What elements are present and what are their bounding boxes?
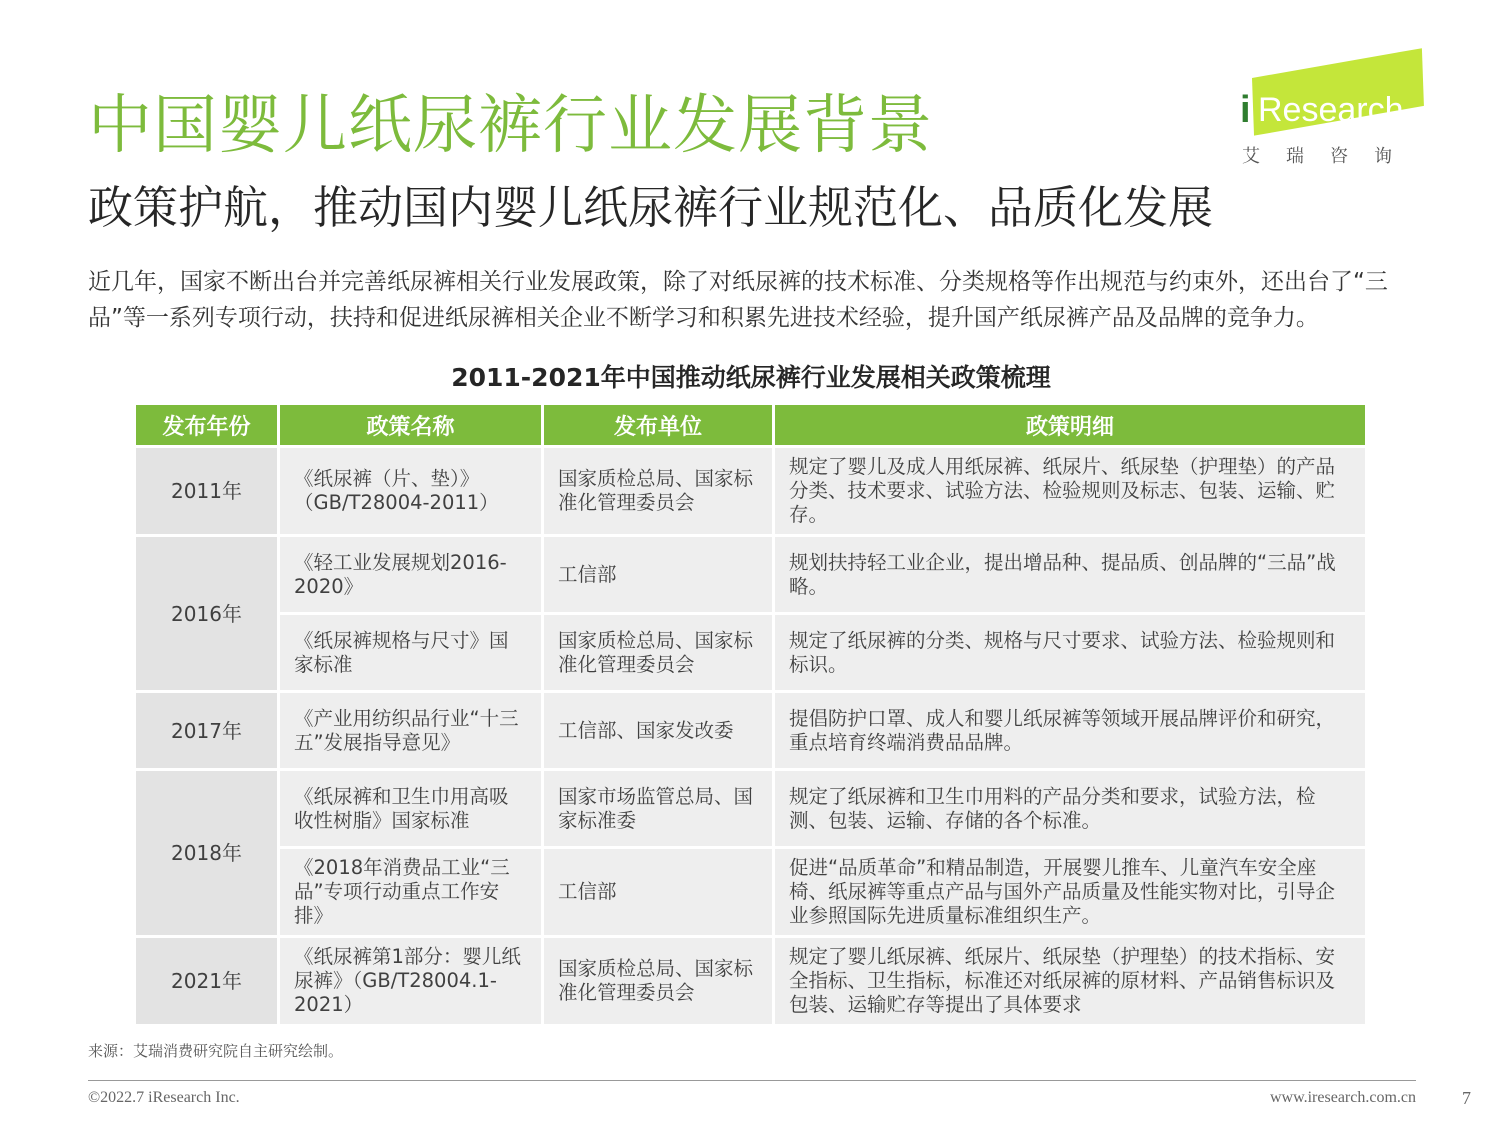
issuer-cell: 国家质检总局、国家标准化管理委员会 <box>544 615 772 690</box>
intro-paragraph: 近几年，国家不断出台并完善纸尿裤相关行业发展政策，除了对纸尿裤的技术标准、分类规格等作出规范与约束外，还出台了“三品”等一系列专项行动，扶持和促进纸尿裤相关企业不断学习和积累先进技术经验，提升国产纸尿裤产品及品牌的竞争力。 <box>88 269 1388 331</box>
year-cell: 2011年 <box>136 448 277 534</box>
page-number: 7 <box>1462 1088 1471 1108</box>
policy-name-cell: 《轻工业发展规划2016-2020》 <box>280 537 541 612</box>
page-subtitle: 政策护航，推动国内婴儿纸尿裤行业规范化、品质化发展 <box>88 181 1214 234</box>
table-row <box>136 771 1365 846</box>
year-cell: 2016年 <box>136 537 277 690</box>
header-issuer: 发布单位 <box>544 405 772 445</box>
detail-cell: 规划扶持轻工业企业，提出增品种、提品质、创品牌的“三品”战略。 <box>775 537 1365 612</box>
copyright: ©2022.7 iResearch Inc. <box>88 1089 240 1106</box>
header-policy-name: 政策名称 <box>280 405 541 445</box>
policy-name-cell: 《纸尿裤规格与尺寸》国家标准 <box>280 615 541 690</box>
issuer-cell: 国家市场监管总局、国家标准委 <box>544 771 772 846</box>
policy-table <box>133 402 1368 1027</box>
year-cell: 2017年 <box>136 693 277 768</box>
table-row <box>136 448 1365 534</box>
detail-cell: 规定了婴儿纸尿裤、纸尿片、纸尿垫（护理垫）的技术指标、安全指标、卫生指标，标准还对纸尿裤的原材料、产品销售标识及包装、运输贮存等提出了具体要求 <box>775 938 1365 1024</box>
detail-cell: 规定了纸尿裤的分类、规格与尺寸要求、试验方法、检验规则和标识。 <box>775 615 1365 690</box>
policy-name-cell: 《2018年消费品工业“三品”专项行动重点工作安排》 <box>280 849 541 935</box>
detail-cell: 提倡防护口罩、成人和婴儿纸尿裤等领域开展品牌评价和研究，重点培育终端消费品品牌。 <box>775 693 1365 768</box>
source-note: 来源：艾瑞消费研究院自主研究绘制。 <box>88 1042 344 1060</box>
issuer-cell: 工信部 <box>544 537 772 612</box>
year-cell: 2021年 <box>136 938 277 1024</box>
page-title: 中国婴儿纸尿裤行业发展背景 <box>88 89 933 163</box>
table-row <box>136 849 1365 935</box>
table-row <box>136 537 1365 612</box>
header-detail: 政策明细 <box>775 405 1365 445</box>
logo-wordmark: Research <box>1258 91 1404 129</box>
detail-cell: 促进“品质革命”和精品制造，开展婴儿推车、儿童汽车安全座椅、纸尿裤等重点产品与国外产品质量及性能实物对比，引导企业参照国际先进质量标准组织生产。 <box>775 849 1365 935</box>
year-cell: 2018年 <box>136 771 277 935</box>
issuer-cell: 国家质检总局、国家标准化管理委员会 <box>544 448 772 534</box>
issuer-cell: 工信部、国家发改委 <box>544 693 772 768</box>
table-header-row <box>136 405 1365 445</box>
logo-chinese-name: 艾瑞咨询 <box>1242 146 1418 167</box>
header-year: 发布年份 <box>136 405 277 445</box>
issuer-cell: 国家质检总局、国家标准化管理委员会 <box>544 938 772 1024</box>
issuer-cell: 工信部 <box>544 849 772 935</box>
iresearch-logo <box>1238 78 1428 170</box>
website-link[interactable]: www.iresearch.com.cn <box>1269 1089 1416 1106</box>
policy-name-cell: 《产业用纺织品行业“十三五”发展指导意见》 <box>280 693 541 768</box>
detail-cell: 规定了婴儿及成人用纸尿裤、纸尿片、纸尿垫（护理垫）的产品分类、技术要求、试验方法、检验规则及标志、包装、运输、贮存。 <box>775 448 1365 534</box>
table-title: 2011-2021年中国推动纸尿裤行业发展相关政策梳理 <box>451 363 1051 392</box>
detail-cell: 规定了纸尿裤和卫生巾用料的产品分类和要求，试验方法，检测、包装、运输、存储的各个标准。 <box>775 771 1365 846</box>
table-row <box>136 938 1365 1024</box>
footer-divider <box>88 1080 1416 1081</box>
table-row <box>136 693 1365 768</box>
policy-name-cell: 《纸尿裤第1部分：婴儿纸尿裤》（GB/T28004.1-2021） <box>280 938 541 1024</box>
policy-name-cell: 《纸尿裤和卫生巾用高吸收性树脂》国家标准 <box>280 771 541 846</box>
policy-name-cell: 《纸尿裤（片、垫）》（GB/T28004-2011） <box>280 448 541 534</box>
logo-i-mark: i <box>1240 89 1251 131</box>
table-row <box>136 615 1365 690</box>
